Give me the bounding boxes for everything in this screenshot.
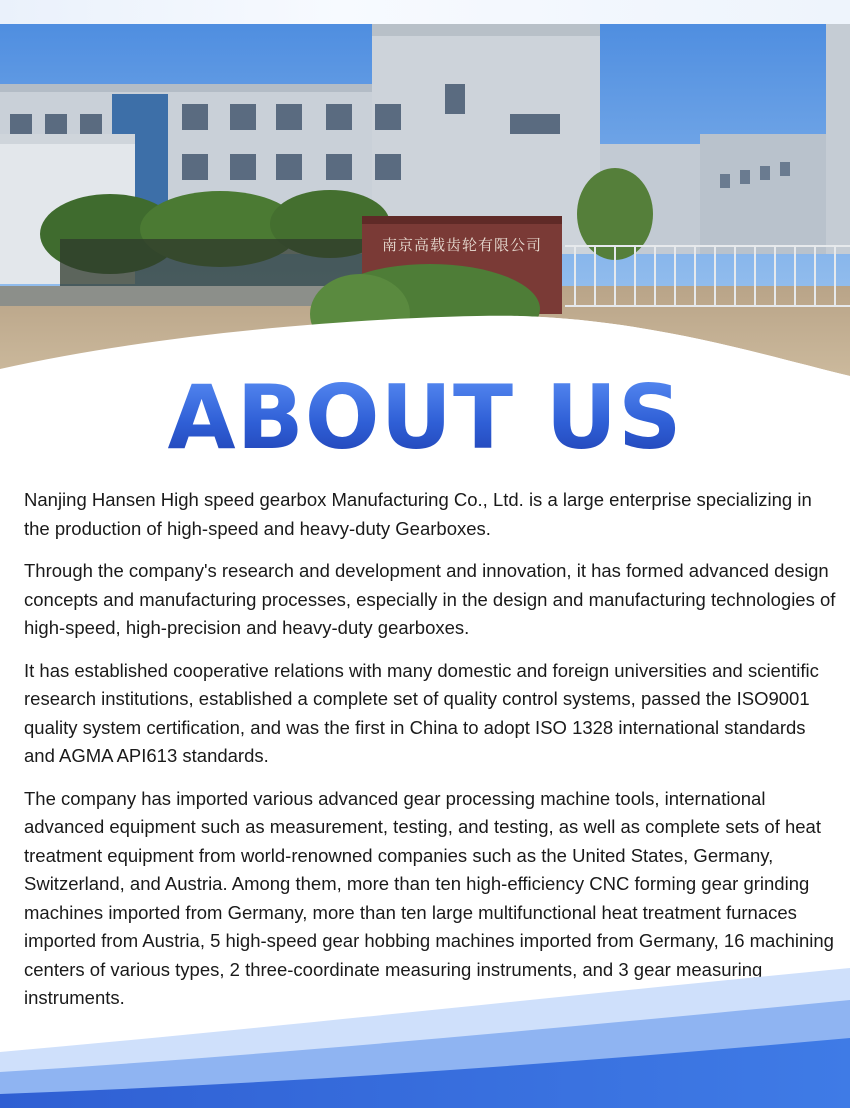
about-text: [24, 486, 836, 1027]
factory-photo: [0, 24, 850, 384]
paragraph-intro: Nanjing Hansen High speed gearbox Manufacturing Co., Ltd. is a large enterprise specializing in the production of high-speed and heavy-duty Gearboxes.: [24, 489, 812, 539]
paragraph-equipment: The company has imported various advanced gear processing machine tools, international advanced equipment such as measurement, testing, and testing, as well as complete sets of heat treatment equipment from world-renowned companies such as the United States, Germany, Switzerland, and Austria. Among them, more than ten high-efficiency CNC forming gear grinding machines imported from Germany, more than ten large multifunctional heat treatment furnaces imported from Austria, 5 high-speed gear hobbing machines imported from Germany, 16 machining centers of various types, 2 three-coordinate measuring instruments, and 3 gear measuring instruments.: [24, 787, 834, 1008]
top-strip: [0, 0, 850, 24]
paragraph-cooperation: It has established cooperative relations with many domestic and foreign universities and scientific research institutions, established a complete set of quality control systems, passed the ISO9001 quality system certification, and was the first in China to adopt ISO 1328 international standards and AGMA API613 standards.: [24, 659, 819, 766]
paragraph-innovation: Through the company's research and development and innovation, it has formed advanced design concepts and manufacturing processes, especially in the design and manufacturing technologies of high-speed, high-precision and heavy-duty gearboxes.: [24, 560, 836, 638]
bottom-wave-decoration: [0, 960, 850, 1108]
sign-text: 南京高载齿轮有限公司: [381, 236, 543, 254]
page-title: ABOUT US: [0, 370, 850, 466]
